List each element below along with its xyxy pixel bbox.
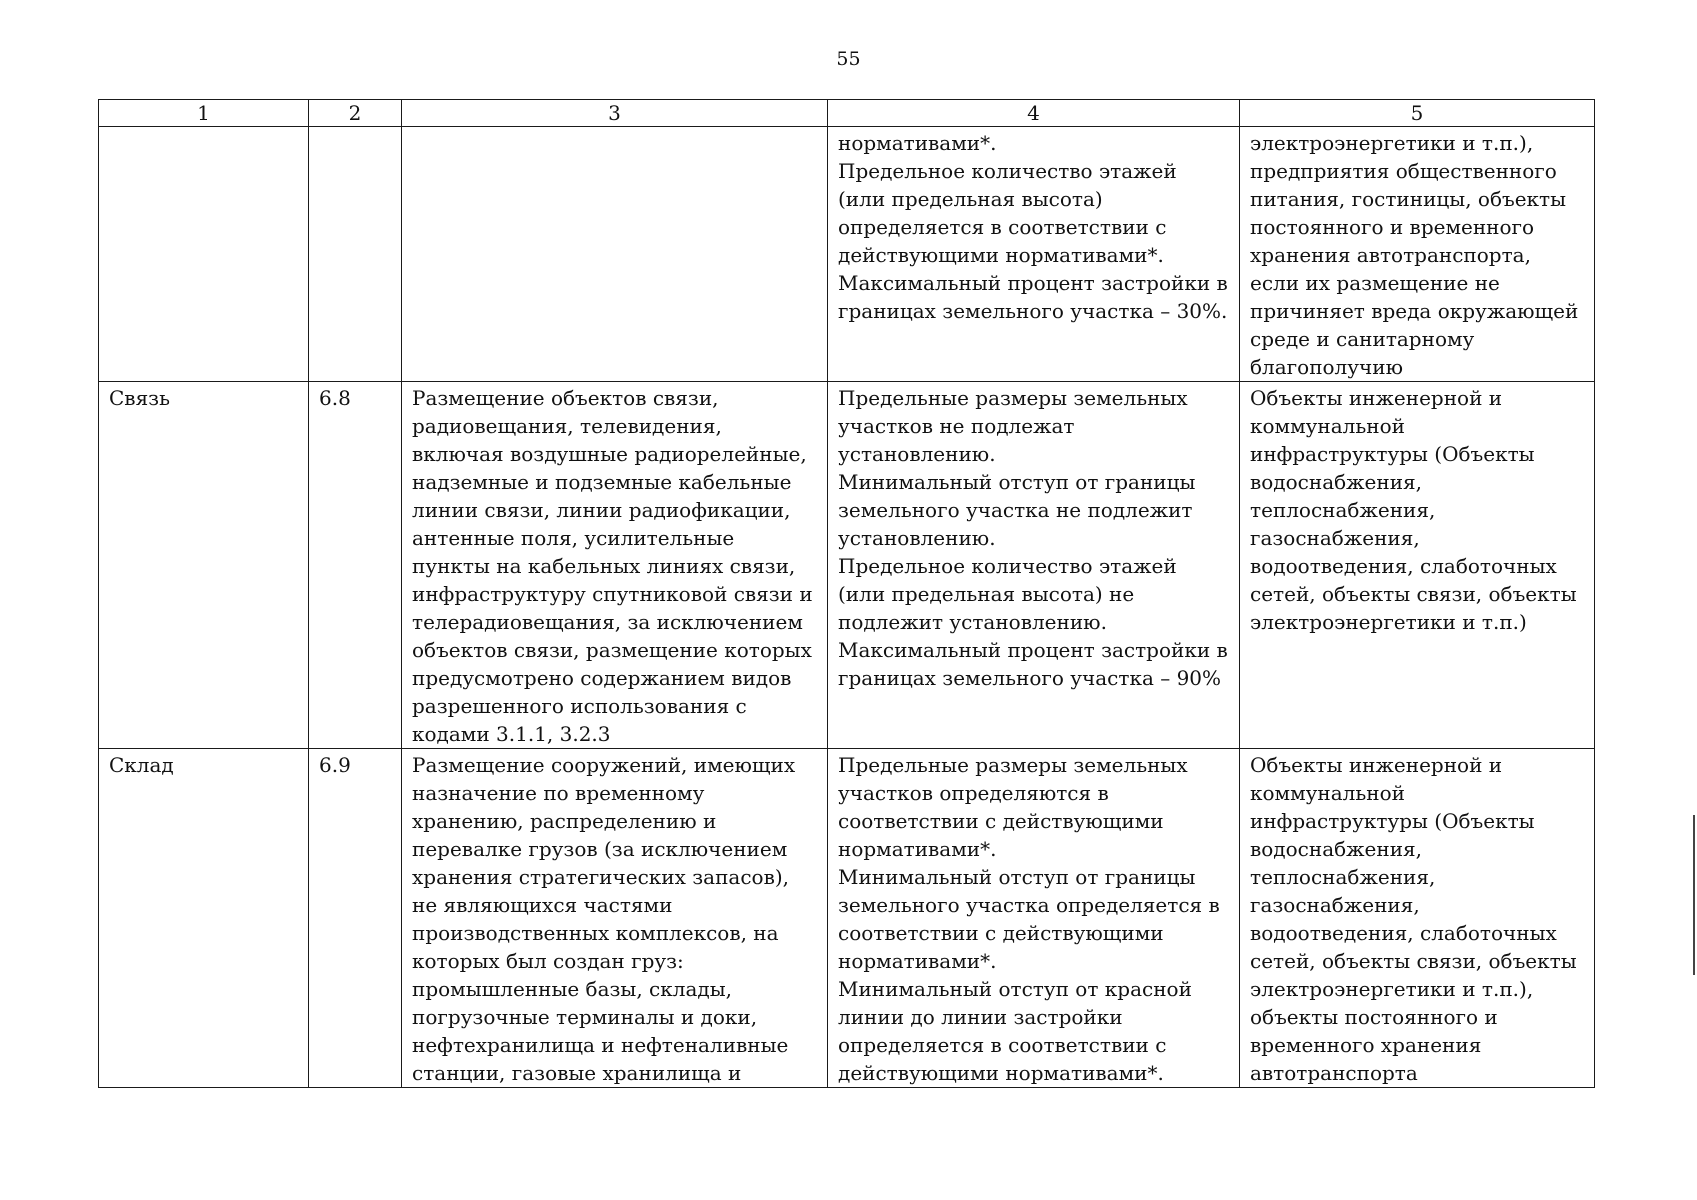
regulations-table [98, 99, 1595, 1088]
cell-use-description: Размещение объектов связи, радиовещания, телевидения, включая воздушные радиорелейные, надземные и подземные кабельные линии связи, линии радиофикации, антенные поля, усилительные пункты на кабельных линиях связи, инфраструктуру спутниковой связи и телерадиовещания, за исключением объектов связи, размещение которых предусмотрено содержанием видов разрешенного использования с кодами 3.1.1, 3.2.3 [402, 382, 828, 749]
column-header-3: 3 [402, 100, 828, 127]
cell-use-name [99, 127, 309, 382]
cell-use-description [402, 127, 828, 382]
column-header-1: 1 [99, 100, 309, 127]
cell-auxiliary-uses: Объекты инженерной и коммунальной инфраструктуры (Объекты водоснабжения, теплоснабжения, газоснабжения, водоотведения, слаботочных сетей, объекты связи, объекты электроэнергетики и т.п.) [1240, 382, 1595, 749]
table-header-row [99, 100, 1595, 127]
cell-use-code [309, 127, 402, 382]
page-number: 55 [836, 48, 861, 70]
table-row [99, 749, 1595, 1088]
column-header-5: 5 [1240, 100, 1595, 127]
scan-edge-mark [1693, 815, 1695, 975]
cell-use-code: 6.9 [309, 749, 402, 1088]
cell-parameters: нормативами*. Предельное количество этажей (или предельная высота) определяется в соответствии с действующими нормативами*. Максимальный процент застройки в границах земельного участка – 30%. [828, 127, 1240, 382]
table-row [99, 382, 1595, 749]
column-header-4: 4 [828, 100, 1240, 127]
column-header-2: 2 [309, 100, 402, 127]
cell-auxiliary-uses: электроэнергетики и т.п.), предприятия общественного питания, гостиницы, объекты постоянного и временного хранения автотранспорта, если их размещение не причиняет вреда окружающей среде и санитарному благополучию [1240, 127, 1595, 382]
table-row [99, 127, 1595, 382]
cell-parameters: Предельные размеры земельных участков не подлежат установлению. Минимальный отступ от границы земельного участка не подлежит установлению. Предельное количество этажей (или предельная высота) не подлежит установлению. Максимальный процент застройки в границах земельного участка – 90% [828, 382, 1240, 749]
cell-use-description: Размещение сооружений, имеющих назначение по временному хранению, распределению и перевалке грузов (за исключением хранения стратегических запасов), не являющихся частями производственных комплексов, на которых был создан груз: промышленные базы, склады, погрузочные терминалы и доки, нефтехранилища и нефтеналивные станции, газовые хранилища и [402, 749, 828, 1088]
cell-use-name: Склад [99, 749, 309, 1088]
cell-auxiliary-uses: Объекты инженерной и коммунальной инфраструктуры (Объекты водоснабжения, теплоснабжения, газоснабжения, водоотведения, слаботочных сетей, объекты связи, объекты электроэнергетики и т.п.), объекты постоянного и временного хранения автотранспорта [1240, 749, 1595, 1088]
cell-parameters: Предельные размеры земельных участков определяются в соответствии с действующими нормативами*. Минимальный отступ от границы земельного участка определяется в соответствии с действующими нормативами*. Минимальный отступ от красной линии до линии застройки определяется в соответствии с действующими нормативами*. [828, 749, 1240, 1088]
cell-use-name: Связь [99, 382, 309, 749]
cell-use-code: 6.8 [309, 382, 402, 749]
